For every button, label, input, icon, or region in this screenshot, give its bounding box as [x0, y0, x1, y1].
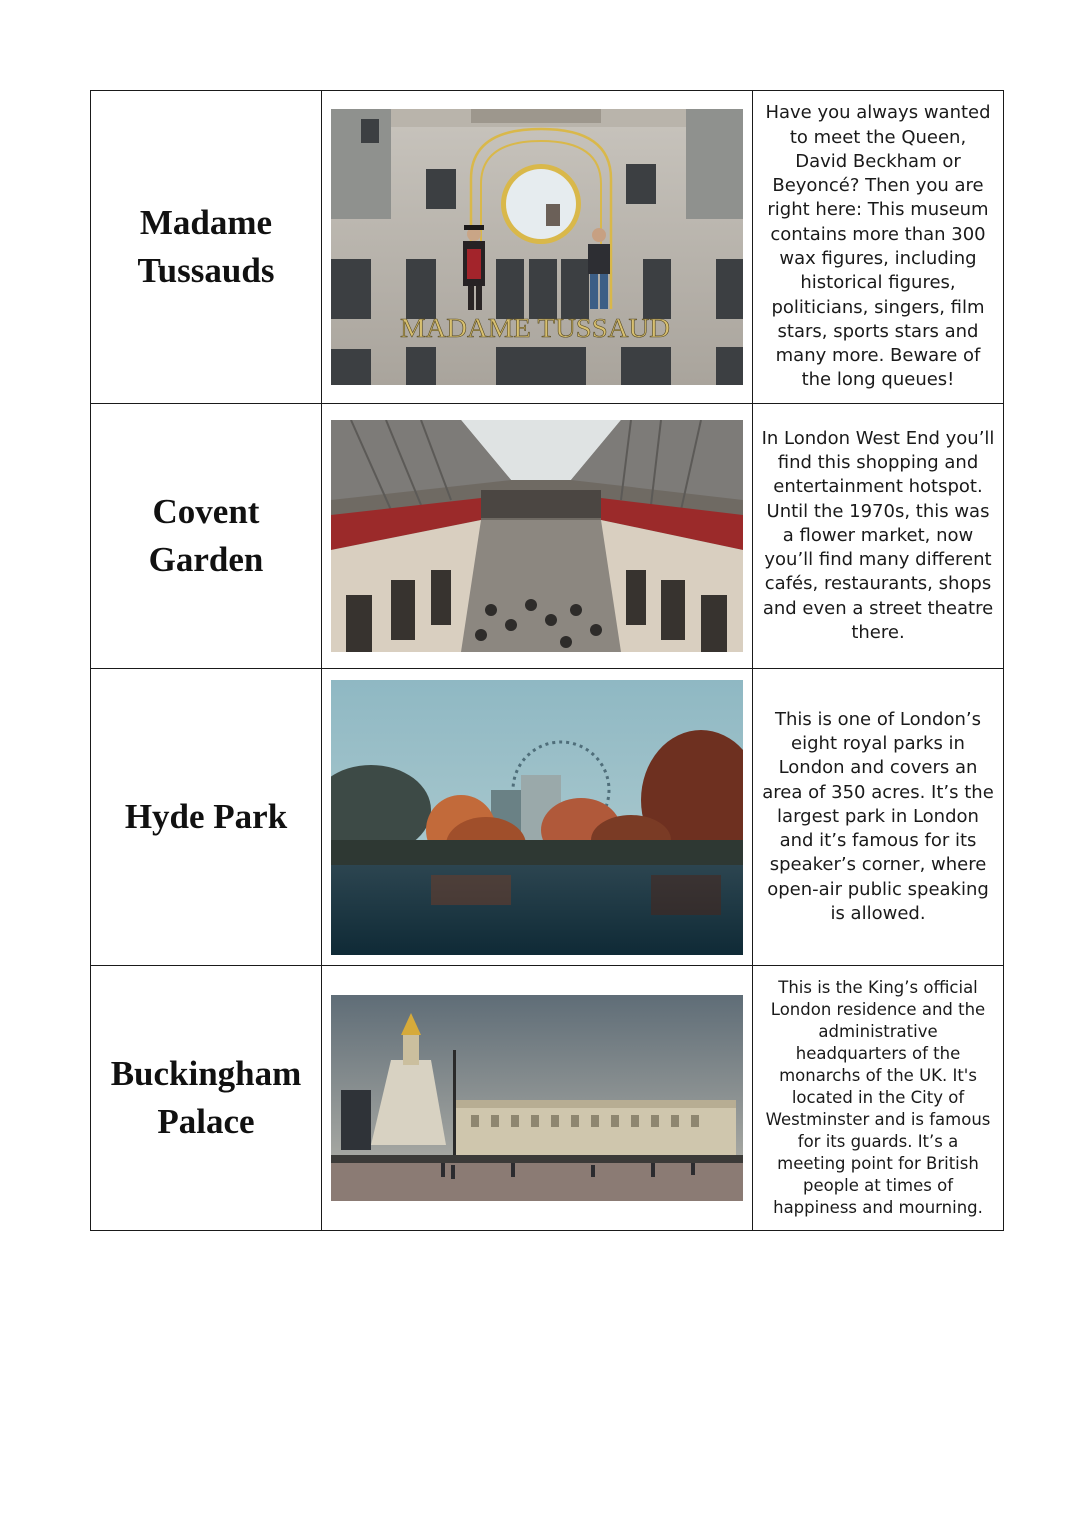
buckingham-palace-photo: [331, 995, 743, 1201]
madame-tussauds-photo: [331, 109, 743, 385]
sight-description: This is the King’s official London residence and the administrative headquarters of the monarchs of the UK. It's located in the City of Westminster and is famous for its guards. It’s a meeting point for British people at times of happiness and mourning.: [765, 978, 991, 1217]
table-row: [91, 404, 1004, 669]
sight-name: Covent Garden: [148, 492, 264, 579]
table-row: [91, 966, 1004, 1231]
sight-name-cell: [91, 669, 322, 966]
description-cell: [753, 91, 1004, 404]
sight-description: This is one of London’s eight royal parks in London and covers an area of 350 acres. It’s the largest park in London and it’s famous for its speaker’s corner, where open-air public speaking is allowed.: [762, 708, 994, 925]
sight-description: Have you always wanted to meet the Queen, David Beckham or Beyoncé? Then you are right here: This museum contains more than 300 wax figures, including historical figures, politicians, singers, film stars, sports stars and many more. Beware of the long queues!: [765, 102, 991, 391]
description-cell: [753, 966, 1004, 1231]
sight-name: Buckingham Palace: [110, 1054, 302, 1141]
sight-name-cell: [91, 404, 322, 669]
sight-name-cell: [91, 966, 322, 1231]
table-row: [91, 91, 1004, 404]
madame-tussaud-sign: MADAME TUSSAUD: [400, 313, 670, 343]
sight-description: In London West End you’ll find this shopping and entertainment hotspot. Until the 1970s, this was a flower market, now you’ll find many different cafés, restaurants, shops and even a street theatre there.: [761, 427, 995, 644]
sights-table: [90, 90, 1004, 1231]
photo-cell: [322, 966, 753, 1231]
description-cell: [753, 404, 1004, 669]
photo-cell: [322, 669, 753, 966]
sight-name-cell: [91, 91, 322, 404]
table-row: [91, 669, 1004, 966]
sight-name: Madame Tussauds: [137, 203, 275, 290]
photo-cell: [322, 91, 753, 404]
photo-cell: [322, 404, 753, 669]
sight-name: Hyde Park: [124, 797, 288, 836]
description-cell: [753, 669, 1004, 966]
covent-garden-photo: [331, 420, 743, 652]
hyde-park-photo: [331, 680, 743, 955]
